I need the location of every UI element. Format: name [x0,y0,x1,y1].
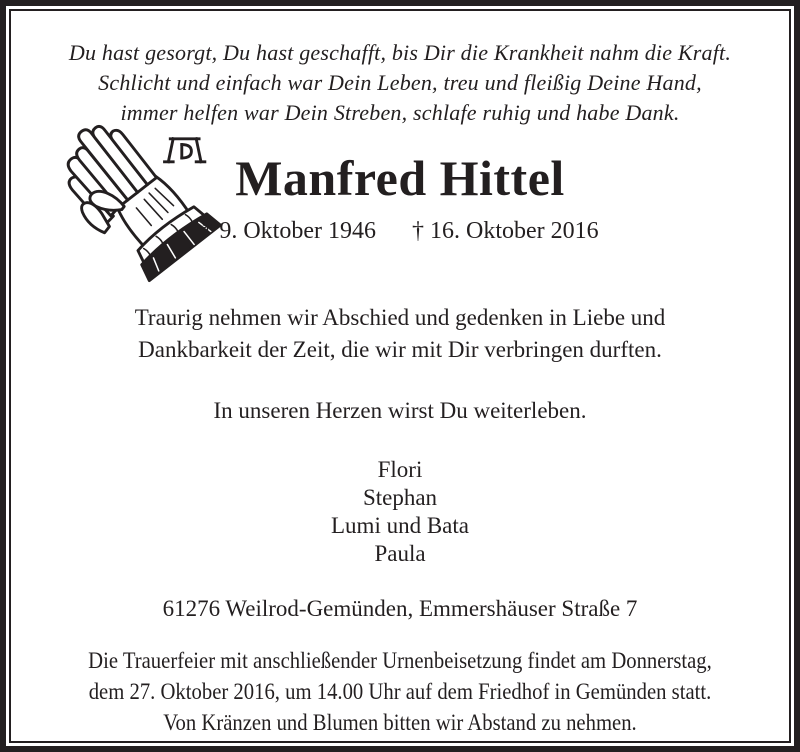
notice-content [11,11,789,741]
funeral-line-2: dem 27. Oktober 2016, um 14.00 Uhr auf dem Friedhof in Gemünden statt. [88,679,712,705]
address-line [11,594,789,624]
verse-line-1: Du hast gesorgt, Du hast geschafft, bis Dir die Krankheit nahm die Kraft. [68,40,732,65]
tribute-line-2: Dankbarkeit der Zeit, die wir mit Dir verbringen durften. [138,337,662,362]
mourners-list [11,456,789,568]
tribute-line-1: Traurig nehmen wir Abschied und gedenken in Liebe und [134,305,666,330]
remembrance-line: In unseren Herzen wirst Du weiterleben. [213,398,587,423]
mourner-name: Paula [374,541,426,566]
remembrance-text [11,396,789,426]
death-date: † 16. Oktober 2016 [412,218,599,244]
address-text: 61276 Weilrod-Gemünden, Emmershäuser Straße 7 [162,596,638,621]
mourner-name: Lumi und Bata [331,513,469,538]
mourner-name: Stephan [362,485,438,510]
funeral-notice [11,646,789,739]
verse-line-3: immer helfen war Dein Streben, schlafe ruhig und habe Dank. [120,100,680,125]
mourner-name: Flori [377,457,423,482]
opening-verse [11,38,789,128]
deceased-name: Manfred Hittel [235,150,565,206]
funeral-line-1: Die Trauerfeier mit anschließender Urnenbeisetzung findet am Donnerstag, [88,648,712,674]
verse-line-2: Schlicht und einfach war Dein Leben, treu und fleißig Deine Hand, [98,70,702,95]
birth-date: * 9. Oktober 1946 [201,218,376,244]
life-dates [11,216,789,246]
tribute-text [11,302,789,366]
funeral-line-3: Von Kränzen und Blumen bitten wir Abstand zu nehmen. [163,710,637,736]
